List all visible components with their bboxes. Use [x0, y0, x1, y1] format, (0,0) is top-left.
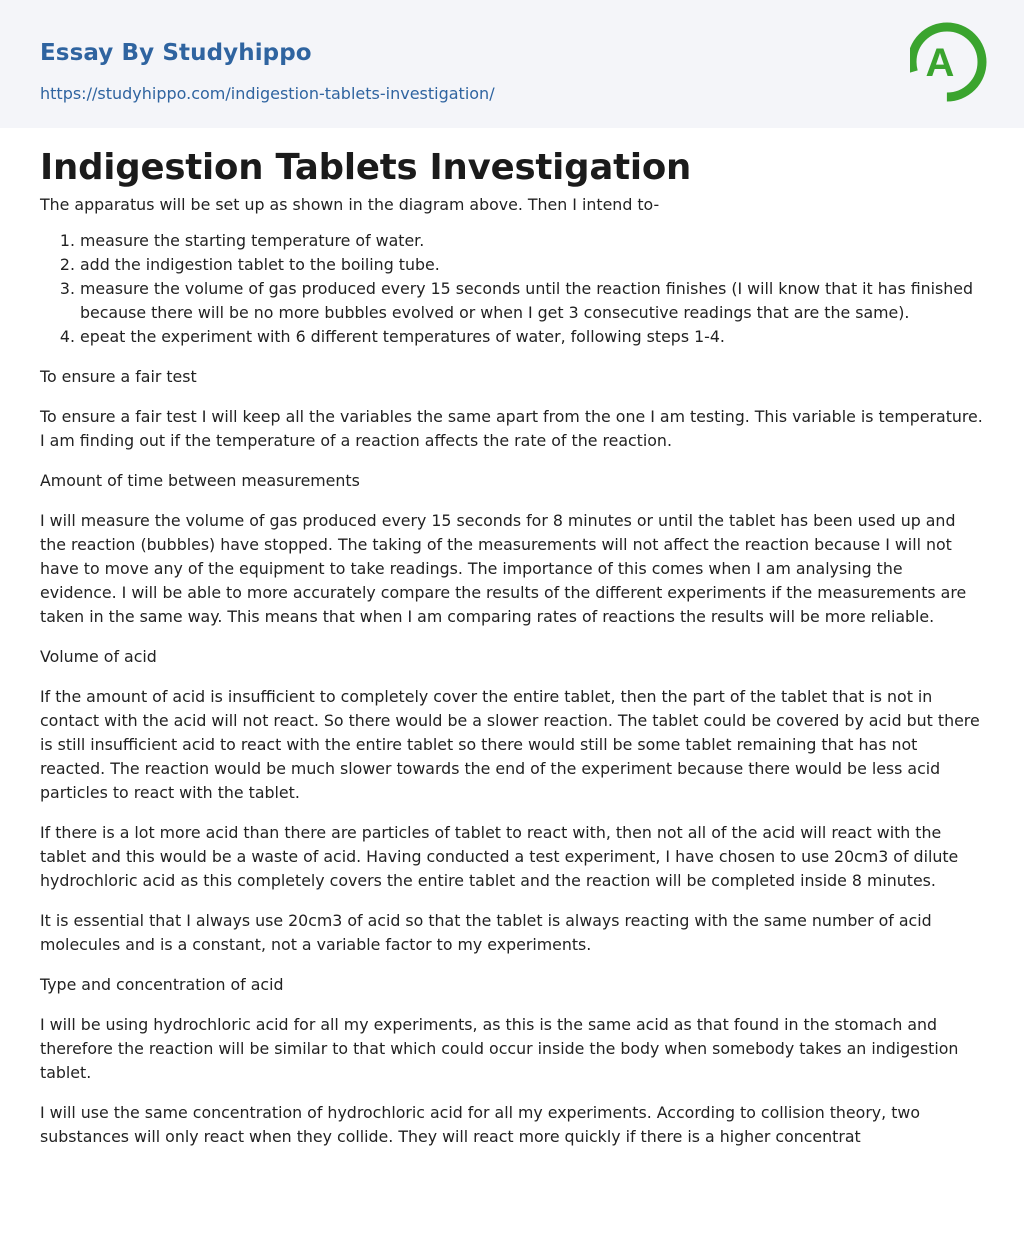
logo-letter: A — [925, 41, 955, 85]
intro-paragraph: The apparatus will be set up as shown in the diagram above. Then I intend to- — [40, 195, 660, 214]
paragraph-type-concentration-1: I will be using hydrochloric acid for all my experiments, as this is the same acid as that found in the stomach and therefore the reaction will be similar to that which could occur inside the body when somebody takes an indigestion tablet. — [40, 1015, 959, 1082]
paragraph-volume-of-acid-3: It is essential that I always use 20cm3 of acid so that the tablet is always reacting with the same number of acid molecules and is a constant, not a variable factor to my experiments. — [40, 911, 932, 954]
site-brand[interactable]: Essay By Studyhippo — [40, 40, 312, 66]
studyhippo-logo-icon[interactable] — [910, 16, 990, 108]
heading-time-between-measurements: Amount of time between measurements — [40, 471, 360, 490]
page-header — [0, 0, 1024, 128]
list-item: 3. measure the volume of gas produced every 15 seconds until the reaction finishes (I will know that it has finished because there will be no more bubbles evolved or when I get 3 consecutive readings that are the same). — [80, 277, 984, 325]
essay-url-link[interactable]: https://studyhippo.com/indigestion-tablets-investigation/ — [40, 84, 495, 103]
list-item: 2. add the indigestion tablet to the boiling tube. — [80, 253, 984, 277]
heading-type-concentration: Type and concentration of acid — [40, 975, 284, 994]
paragraph-fair-test: To ensure a fair test I will keep all the variables the same apart from the one I am testing. This variable is temperature. I am finding out if the temperature of a reaction affects the rate of the reaction. — [40, 407, 983, 450]
paragraph-time-between-measurements: I will measure the volume of gas produced every 15 seconds for 8 minutes or until the tablet has been used up and the reaction (bubbles) have stopped. The taking of the measurements will not affect the reaction because I will not have to move any of the equipment to take readings. The importance of this comes when I am analysing the evidence. I will be able to more accurately compare the results of the different experiments if the measurements are taken in the same way. This means that when I am comparing rates of reactions the results will be more reliable. — [40, 511, 967, 626]
paragraph-volume-of-acid-2: If there is a lot more acid than there are particles of tablet to react with, then not all of the acid will react with the tablet and this would be a waste of acid. Having conducted a test experiment, I have chosen to use 20cm3 of dilute hydrochloric acid as this completely covers the entire tablet and the reaction will be completed inside 8 minutes. — [40, 823, 959, 890]
list-item: 4. epeat the experiment with 6 different temperatures of water, following steps 1-4. — [80, 325, 984, 349]
list-item: 1. measure the starting temperature of water. — [80, 229, 984, 253]
article — [0, 128, 1024, 1149]
heading-fair-test: To ensure a fair test — [40, 367, 197, 386]
steps-list — [40, 229, 984, 349]
paragraph-volume-of-acid-1: If the amount of acid is insufficient to completely cover the entire tablet, then the part of the tablet that is not in contact with the acid will not react. So there would be a slower reaction. The tablet could be covered by acid but there is still insufficient acid to react with the entire tablet so there would still be some tablet remaining that has not reacted. The reaction would be much slower towards the end of the experiment because there would be less acid particles to react with the tablet. — [40, 687, 980, 802]
paragraph-type-concentration-2: I will use the same concentration of hydrochloric acid for all my experiments. According to collision theory, two substances will only react when they collide. They will react more quickly if there is a higher concentrat — [40, 1103, 920, 1146]
article-title: Indigestion Tablets Investigation — [40, 147, 692, 188]
heading-volume-of-acid: Volume of acid — [40, 647, 157, 666]
